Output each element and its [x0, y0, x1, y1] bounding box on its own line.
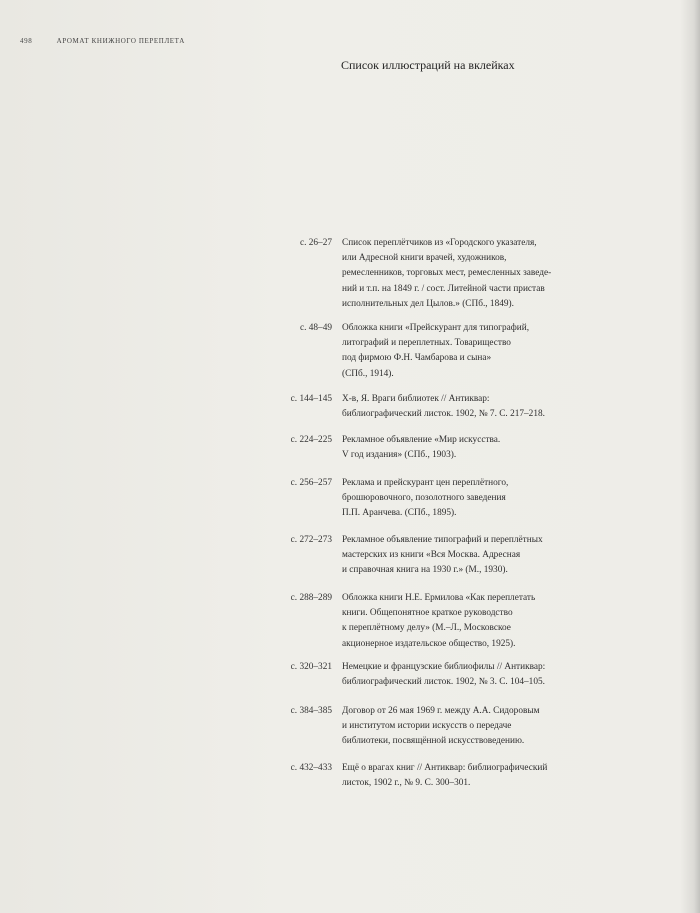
page-range: с. 384–385	[290, 706, 332, 716]
page-range: с. 26–27	[299, 238, 332, 248]
description-line: листок, 1902 г., № 9. С. 300–301.	[342, 778, 471, 789]
description-line: П.П. Аранчева. (СПб., 1895).	[342, 508, 457, 519]
entry-description	[342, 321, 592, 382]
description-line: и институтом истории искусств о передаче	[342, 721, 512, 732]
description-line: Рекламное объявление типографий и переплётных	[342, 535, 543, 545]
entry-description	[342, 660, 592, 690]
description-line: Немецкие и французские библиофилы // Антиквар:	[342, 662, 546, 672]
book-title: АРОМАТ КНИЖНОГО ПЕРЕПЛЕТА	[56, 37, 185, 45]
entry-description	[342, 392, 592, 422]
entry-description	[342, 476, 592, 522]
description-line: Договор от 26 мая 1969 г. между А.А. Сидоровым	[342, 706, 540, 716]
description-line: исполнительных дел Цылов.» (СПб., 1849).	[342, 298, 514, 309]
running-head	[20, 37, 185, 45]
description-line: ремесленников, торговых мест, ремесленных заведе-	[342, 268, 552, 279]
entry-description	[342, 236, 592, 312]
entry-description	[342, 704, 592, 750]
page-range: с. 48–49	[299, 323, 332, 333]
description-line: библиографический листок. 1902, № 7. С. 217–218.	[342, 409, 545, 420]
entry-description	[342, 533, 592, 579]
description-line: или Адресной книги врачей, художников,	[342, 253, 507, 264]
page-range: с. 272–273	[290, 535, 332, 545]
page-title: Список иллюстраций на вклейках	[341, 58, 515, 72]
description-line: библиотеки, посвящённой искусствоведению.	[342, 736, 525, 747]
description-line: литографий и переплетных. Товарищество	[342, 338, 511, 349]
entry-description	[342, 761, 592, 791]
page-range: с. 288–289	[290, 593, 332, 603]
entry-description	[342, 433, 592, 463]
description-line: к переплётному делу» (М.–Л., Московское	[342, 623, 511, 634]
description-line: Ещё о врагах книг // Антиквар: библиографический	[342, 763, 548, 773]
page-range: с. 144–145	[290, 394, 332, 404]
description-line: книги. Общепонятное краткое руководство	[342, 608, 513, 619]
description-line: мастерских из книги «Вся Москва. Адресная	[342, 550, 521, 561]
page-number: 498	[20, 37, 33, 45]
description-line: и справочная книга на 1930 г.» (М., 1930).	[342, 565, 508, 576]
description-line: V год издания» (СПб., 1903).	[342, 450, 457, 461]
page-range: с. 224–225	[290, 435, 332, 445]
description-line: под фирмою Ф.Н. Чамбарова и сына»	[342, 353, 492, 364]
page-range: с. 256–257	[290, 478, 332, 488]
description-line: Рекламное объявление «Мир искусства.	[342, 435, 501, 445]
description-line: ний и т.п. на 1849 г. / сост. Литейной части пристав	[342, 283, 545, 294]
description-line: акционерное издательское общество, 1925).	[342, 638, 516, 649]
page-edge-shadow	[680, 0, 700, 913]
page-range: с. 320–321	[290, 662, 332, 672]
description-line: (СПб., 1914).	[342, 368, 394, 379]
description-line: Список переплётчиков из «Городского указателя,	[342, 238, 537, 248]
description-line: Обложка книги «Прейскурант для типографий,	[342, 323, 530, 333]
page-range: с. 432–433	[290, 763, 332, 773]
description-line: Х-в, Я. Враги библиотек // Антиквар:	[342, 394, 490, 404]
description-line: библиографический листок. 1902, № 3. С. 104–105.	[342, 677, 545, 688]
description-line: Обложка книги Н.Е. Ермилова «Как переплетать	[342, 593, 536, 603]
description-line: Реклама и прейскурант цен переплётного,	[342, 478, 509, 488]
description-line: брошюровочного, позолотного заведения	[342, 493, 506, 504]
entry-description	[342, 591, 592, 652]
